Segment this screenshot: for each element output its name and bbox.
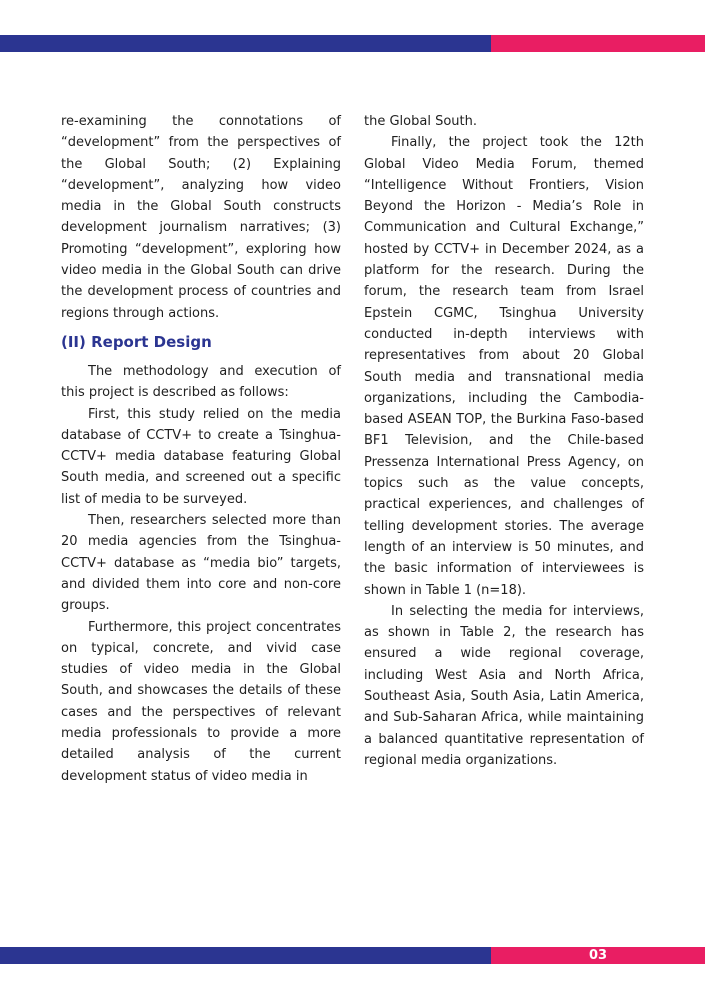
- paragraph-finally: Finally, the project took the 12th Global Video Media Forum, themed “Intelligence Without Frontiers, Vision Beyond the Horizon - Media’s Role in Communication and Cultural Exchange,” hosted by CCTV+ in December 2024, as a platform for the research. During the forum, the research team from Israel Epstein CGMC, Tsinghua University conducted in-depth interviews with representatives from about 20 Global South media and transnational media organizations, including the Cambodia-based ASEAN TOP, the Burkina Faso-based BF1 Television, and the Chile-based Pressenza International Press Agency, on topics such as the value concepts, practical experiences, and challenges of telling development stories. The average length of an interview is 50 minutes, and the basic information of interviewees is shown in Table 1 (n=18).: [364, 135, 644, 598]
- right-column: [364, 111, 644, 771]
- left-column: [61, 111, 341, 787]
- paragraph-methodology: The methodology and execution of this project is described as follows:: [61, 363, 341, 401]
- paragraph-continuation: the Global South.: [364, 114, 477, 129]
- paragraph-selecting-media: In selecting the media for interviews, as shown in Table 2, the research has ensured a wide regional coverage, including West Asia and North Africa, Southeast Asia, South Asia, Latin America, and Sub-Saharan Africa, while maintaining a balanced quantitative representation of regional media organizations.: [364, 603, 644, 768]
- paragraph-continued: re-examining the connotations of “development” from the perspectives of the Global South; (2) Explaining “development”, analyzing how video media in the Global South constructs development journalism narratives; (3) Promoting “development”, exploring how video media in the Global South can drive the development process of countries and regions through actions.: [61, 114, 341, 321]
- bottom-band-blue: [0, 947, 491, 964]
- paragraph-then: Then, researchers selected more than 20 media agencies from the Tsinghua-CCTV+ database as “media bio” targets, and divided them into core and non-core groups.: [61, 513, 341, 614]
- bottom-color-band: [0, 947, 705, 964]
- top-band-pink: [491, 35, 705, 52]
- paragraph-furthermore: Furthermore, this project concentrates on typical, concrete, and vivid case studies of video media in the Global South, and showcases the details of these cases and the perspectives of relevant media professionals to provide a more detailed analysis of the current development status of video media in: [61, 619, 341, 784]
- top-color-band: [0, 35, 705, 52]
- page-number: 03: [588, 948, 608, 963]
- paragraph-first: First, this study relied on the media database of CCTV+ to create a Tsinghua-CCTV+ media database featuring Global South media, and screened out a specific list of media to be surveyed.: [61, 406, 341, 507]
- section-heading-report-design: (II) Report Design: [61, 332, 212, 351]
- top-band-blue: [0, 35, 491, 52]
